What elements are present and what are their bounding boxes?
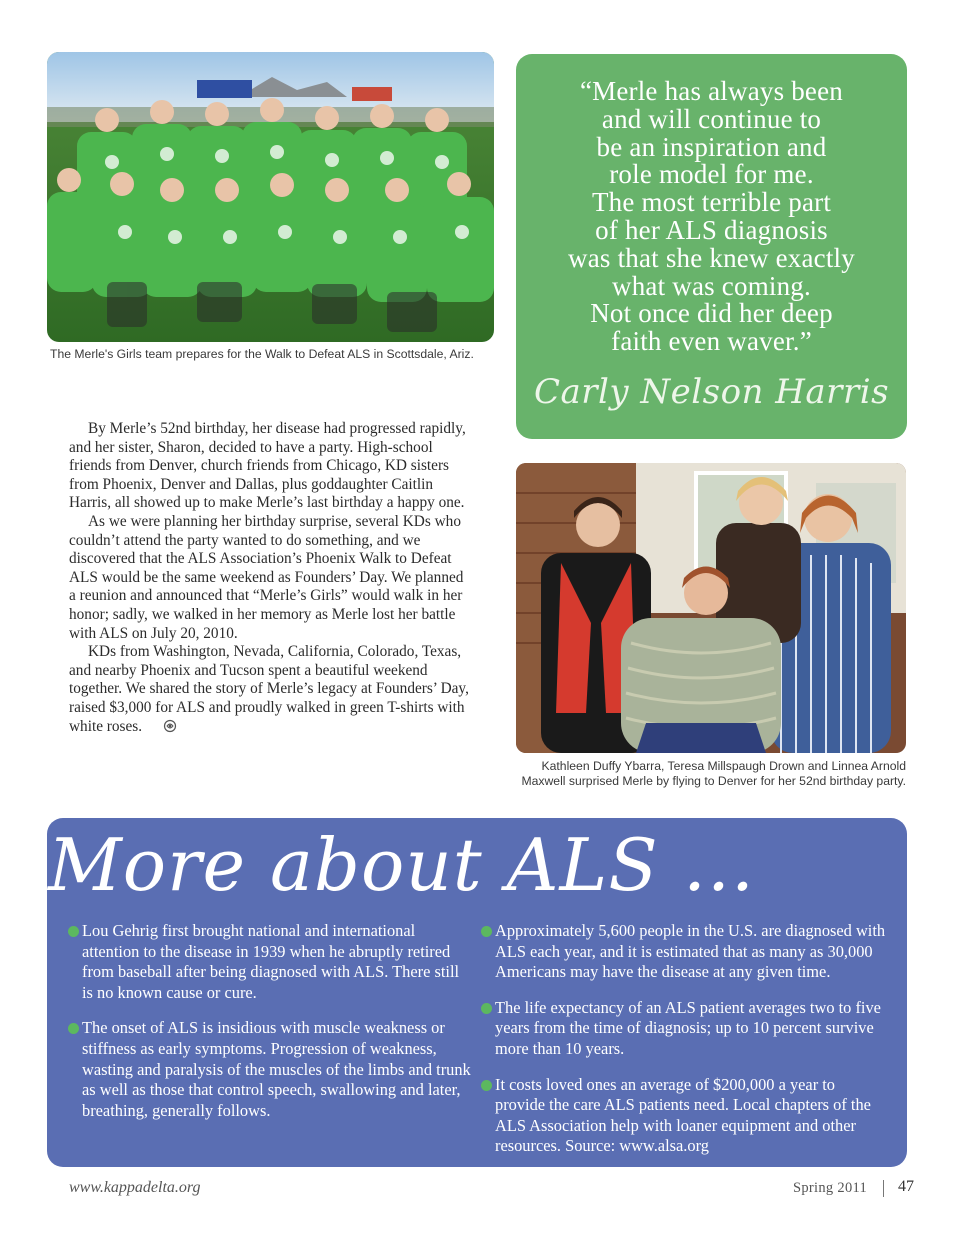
birthday-photo-caption [500,759,906,788]
als-fact-text: The onset of ALS is insidious with muscle weakness or stiffness as early symptoms. Progression of weakness, wasting and paralysis of the muscles of the limbs and trunk as well as those that control speech, swallowing and later, breathing, generally follows. [82,1018,471,1120]
caption-line: Maxwell surprised Merle by flying to Denver for her 52nd birthday party. [521,773,906,788]
als-fact-text: The life expectancy of an ALS patient averages two to five years from the time of diagnosis; up to 10 percent survive more than 10 years. [495,997,881,1058]
pull-quote-box [516,54,907,439]
footer-website: www.kappadelta.org [69,1179,201,1196]
als-fact-text: Lou Gehrig first brought national and international attention to the disease in 1939 when he abruptly retired from baseball after being diagnosed with ALS. There still is no known cause or cure. [82,921,460,1002]
bullet-dot-icon [481,1080,492,1091]
team-photo-caption: The Merle's Girls team prepares for the Walk to Defeat ALS in Scottsdale, Ariz. [50,347,474,361]
als-fact-text: Approximately 5,600 people in the U.S. are diagnosed with ALS each year, and it is estimated that as many as 30,000 Americans may have the disease at any given time. [495,921,886,982]
article-body [69,420,469,736]
bullet-dot-icon [68,1023,79,1034]
birthday-photo-image [516,463,906,753]
als-fact-item [479,1075,889,1157]
footer-issue: Spring 2011 [793,1180,868,1196]
als-facts-right-column [479,921,889,1172]
article-paragraph: As we were planning her birthday surprise, several KDs who couldn’t attend the party wanted to do something, and we discovered that the ALS Association’s Phoenix Walk to Defeat ALS would be the same weekend as Founders’ Day. We planned a reunion and announced that “Merle’s Girls” would walk in her honor; sadly, we walked in her memory as Merle lost her battle with ALS on July 20, 2010. [69,512,464,642]
caption-line: Kathleen Duffy Ybarra, Teresa Millspaugh Drown and Linnea Arnold [541,759,906,773]
birthday-photo [516,463,906,753]
team-photo-image [47,52,494,342]
article-paragraph-text: KDs from Washington, Nevada, California, Colorado, Texas, and nearby Phoenix and Tucson spent a beautiful weekend together. We shared the story of Merle’s legacy at Founders’ Day, raised $3,000 for ALS and proudly walked in green T-shirts with white roses. [69,643,469,735]
team-photo [47,52,494,342]
page-number: 47 [898,1178,914,1195]
als-facts-left-column [66,921,471,1136]
pull-quote-text: “Merle has always been and will continue to be an inspiration and role model for me. The most terrible part of her ALS diagnosis was that she knew exactly what was coming. Not once did her deep faith even waver.” [568,76,855,357]
als-fact-item [479,998,889,1060]
bullet-dot-icon [68,926,79,937]
als-fact-item [66,921,471,1003]
bullet-dot-icon [481,1003,492,1014]
article-paragraph: By Merle’s 52nd birthday, her disease had progressed rapidly, and her sister, Sharon, decided to have a party. High-school friends from Denver, church friends from Chicago, KD sisters from Phoenix, Denver and Dallas, plus goddaughter Caitlin Harris, all showed up to make Merle’s last birthday a happy one. [69,420,466,512]
als-fact-item [66,1018,471,1121]
footer-divider [883,1180,884,1197]
als-fact-item [479,921,889,983]
als-fact-text: It costs loved ones an average of $200,000 a year to provide the care ALS patients need. Local chapters of the ALS Association help with loaner equipment and other resources. Source: www.alsa.org [495,1074,871,1156]
article-paragraph [69,643,469,736]
bullet-dot-icon [481,926,492,937]
rose-icon [144,719,158,733]
pull-quote-author: Carly Nelson Harris [533,372,890,412]
als-facts-title: More about ALS … [48,823,756,907]
